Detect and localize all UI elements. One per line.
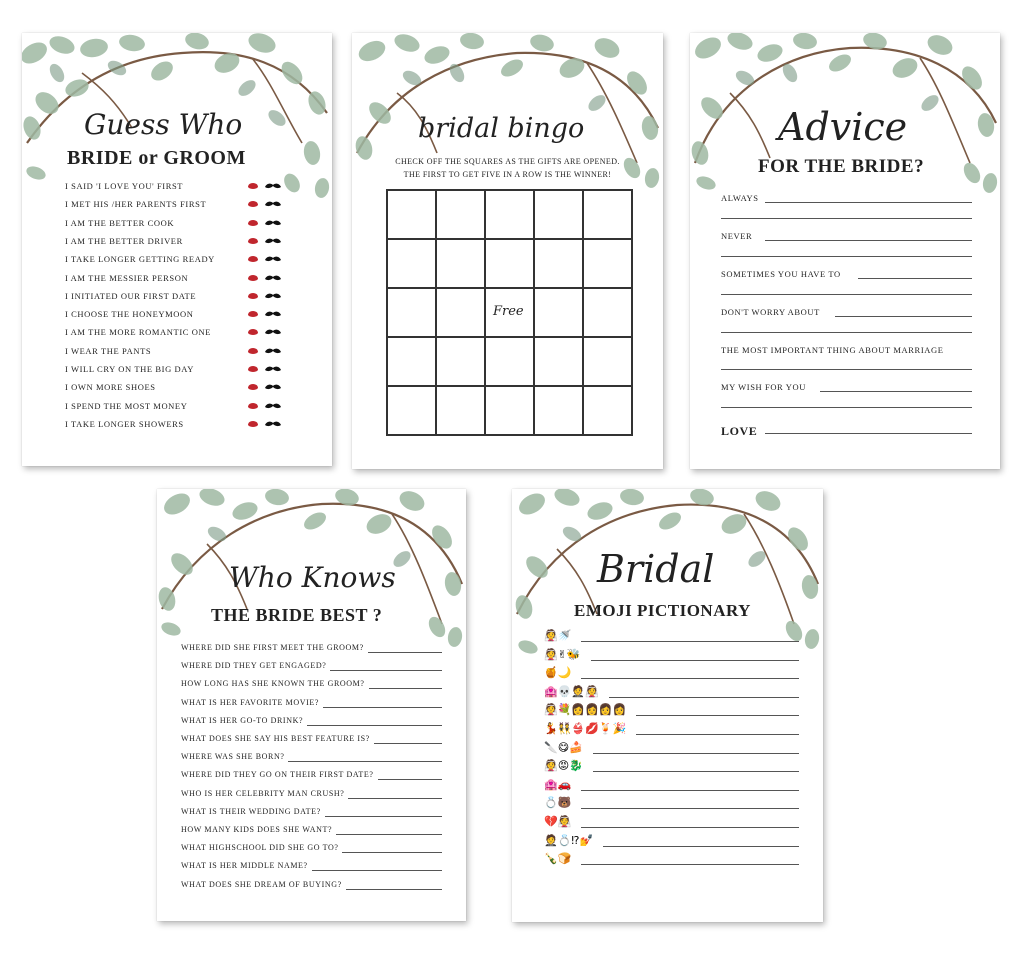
who-knows-question: WHERE DID THEY GO ON THEIR FIRST DATE? <box>181 770 374 780</box>
lips-icon[interactable] <box>248 293 258 299</box>
emoji-clue-row <box>544 703 799 719</box>
emoji-answer-line[interactable] <box>581 827 799 828</box>
bingo-square[interactable] <box>436 239 485 288</box>
emoji-clue-row <box>544 796 799 812</box>
emoji-clue-row <box>544 722 799 738</box>
guess-who-item-label: I SAID 'I LOVE YOU' FIRST <box>65 181 184 191</box>
guess-who-item <box>65 254 320 268</box>
mustache-icon[interactable] <box>265 201 281 207</box>
bingo-square[interactable] <box>485 386 534 435</box>
who-knows-answer-line[interactable] <box>325 816 442 817</box>
who-knows-question: HOW MANY KIDS DOES SHE WANT? <box>181 825 333 834</box>
who-knows-question: WHAT DOES SHE DREAM OF BUYING? <box>181 879 342 889</box>
guess-who-item-label: I TAKE LONGER GETTING READY <box>65 254 215 265</box>
advice-prompt: NEVER <box>721 231 753 241</box>
who-knows-answer-line[interactable] <box>378 779 442 780</box>
guess-who-item-label: I MET HIS /HER PARENTS FIRST <box>65 199 207 210</box>
mustache-icon[interactable] <box>265 256 281 262</box>
guess-who-item <box>65 309 320 323</box>
bingo-square[interactable] <box>387 288 436 337</box>
mustache-icon[interactable] <box>265 275 281 281</box>
guess-who-item <box>65 218 320 232</box>
guess-who-item <box>65 382 320 396</box>
who-knows-answer-line[interactable] <box>369 688 442 689</box>
advice-prompt: SOMETIMES YOU HAVE TO <box>721 269 841 279</box>
emoji-clue: 💃👯👙💋🍹🎉 <box>544 722 627 735</box>
mustache-icon[interactable] <box>265 238 281 244</box>
who-knows-answer-line[interactable] <box>288 761 442 762</box>
bingo-square[interactable] <box>387 190 436 239</box>
who-knows-answer-line[interactable] <box>348 798 442 799</box>
advice-answer-line[interactable] <box>721 332 972 333</box>
guess-who-item <box>65 401 320 415</box>
advice-prompt: ALWAYS <box>721 193 759 203</box>
guess-who-item <box>65 419 320 433</box>
emoji-clue: 🏩💀🤵👰 <box>544 684 599 698</box>
mustache-icon[interactable] <box>265 293 281 299</box>
emoji-clue: 👰😡🐉 <box>544 759 583 773</box>
who-knows-answer-line[interactable] <box>374 743 442 744</box>
guess-who-item-label: I TAKE LONGER SHOWERS <box>65 418 184 429</box>
lips-icon[interactable] <box>248 329 258 335</box>
who-knows-answer-line[interactable] <box>307 725 442 726</box>
lips-icon[interactable] <box>248 275 258 281</box>
advice-title: FOR THE BRIDE? <box>758 156 925 177</box>
emoji-clue-row <box>544 759 799 775</box>
advice-answer-line[interactable] <box>721 294 972 295</box>
advice-card <box>690 33 1000 469</box>
who-knows-question: WHAT IS HER FAVORITE MOVIE? <box>181 697 319 707</box>
lips-icon[interactable] <box>248 238 258 244</box>
bingo-square[interactable] <box>534 288 583 337</box>
bingo-square[interactable] <box>583 288 632 337</box>
bingo-square[interactable] <box>387 337 436 386</box>
who-knows-card <box>157 489 466 921</box>
advice-answer-line[interactable] <box>765 240 972 241</box>
mustache-icon[interactable] <box>265 384 281 390</box>
lips-icon[interactable] <box>248 220 258 226</box>
emoji-clue: 💍🐻 <box>544 796 572 810</box>
bingo-square[interactable] <box>436 337 485 386</box>
advice-answer-line[interactable] <box>835 316 972 317</box>
emoji-clue-row <box>544 741 799 757</box>
bingo-square[interactable] <box>436 190 485 239</box>
who-knows-answer-line[interactable] <box>312 870 442 871</box>
lips-icon[interactable] <box>248 311 258 317</box>
guess-who-item-label: I WEAR THE PANTS <box>65 345 152 356</box>
who-knows-question: WHERE DID SHE FIRST MEET THE GROOM? <box>181 643 364 652</box>
bingo-square[interactable] <box>583 190 632 239</box>
guess-who-item-label: I AM THE MORE ROMANTIC ONE <box>65 327 212 338</box>
who-knows-answer-line[interactable] <box>330 670 442 671</box>
lips-icon[interactable] <box>248 183 258 189</box>
bingo-card <box>352 33 663 469</box>
mustache-icon[interactable] <box>265 421 281 427</box>
mustache-icon[interactable] <box>265 183 281 189</box>
emoji-pictionary-card <box>512 489 823 922</box>
advice-script-title: Advice <box>778 105 908 149</box>
bingo-square[interactable] <box>534 337 583 386</box>
guess-who-item <box>65 346 320 360</box>
mustache-icon[interactable] <box>265 403 281 409</box>
advice-answer-line[interactable] <box>820 391 972 392</box>
guess-who-item-label: I WILL CRY ON THE BIG DAY <box>65 364 194 374</box>
who-knows-answer-line[interactable] <box>368 652 442 653</box>
guess-who-item-label: I AM THE BETTER COOK <box>65 217 175 228</box>
bingo-instructions-line2: THE FIRST TO GET FIVE IN A ROW IS THE WINNER! <box>403 170 612 179</box>
bingo-square[interactable] <box>583 386 632 435</box>
guess-who-item <box>65 236 320 250</box>
emoji-clue: 💔👰 <box>544 815 572 828</box>
advice-answer-line[interactable] <box>721 369 972 370</box>
guess-who-item-label: I INITIATED OUR FIRST DATE <box>65 290 197 301</box>
emoji-clue: 🤵💍⁉💅 <box>544 833 594 847</box>
advice-prompt: LOVE <box>721 424 758 438</box>
lips-icon[interactable] <box>248 384 258 390</box>
emoji-answer-line[interactable] <box>581 641 799 642</box>
emoji-clue: 👰✌🐝 <box>544 647 581 661</box>
mustache-icon[interactable] <box>265 366 281 372</box>
emoji-answer-line[interactable] <box>581 678 799 679</box>
guess-who-item <box>65 199 320 213</box>
emoji-clue-row <box>544 685 799 701</box>
emoji-answer-line[interactable] <box>581 790 799 791</box>
emoji-answer-line[interactable] <box>581 808 799 809</box>
emoji-answer-line[interactable] <box>636 715 799 716</box>
bingo-square[interactable] <box>485 337 534 386</box>
emoji-clue-row <box>544 629 799 645</box>
bingo-square[interactable] <box>534 190 583 239</box>
bingo-square[interactable] <box>436 288 485 337</box>
emoji-clue-row <box>544 852 799 868</box>
advice-answer-line[interactable] <box>721 407 972 408</box>
emoji-answer-line[interactable] <box>581 864 799 865</box>
advice-answer-line[interactable] <box>765 202 972 203</box>
who-knows-answer-line[interactable] <box>346 889 442 890</box>
emoji-clue: 🏩🚗 <box>544 777 572 791</box>
emoji-clue-row <box>544 815 799 831</box>
bingo-square[interactable] <box>485 190 534 239</box>
who-knows-question: WHERE WAS SHE BORN? <box>181 752 285 762</box>
mustache-icon[interactable] <box>265 329 281 335</box>
who-knows-question: WHAT HIGHSCHOOL DID SHE GO TO? <box>181 843 339 853</box>
lips-icon[interactable] <box>248 348 258 354</box>
advice-answer-line[interactable] <box>858 278 972 279</box>
emoji-answer-line[interactable] <box>609 697 799 698</box>
who-knows-script-title: Who Knows <box>229 561 396 594</box>
emoji-answer-line[interactable] <box>593 753 799 754</box>
who-knows-answer-line[interactable] <box>342 852 442 853</box>
emoji-clue: 👰🚿 <box>544 629 572 642</box>
emoji-clue-row <box>544 778 799 794</box>
guess-who-item-label: I CHOOSE THE HONEYMOON <box>65 309 194 320</box>
bingo-square[interactable] <box>534 239 583 288</box>
emoji-clue-row <box>544 834 799 850</box>
guess-who-title: BRIDE or GROOM <box>67 147 246 169</box>
who-knows-answer-line[interactable] <box>323 707 442 708</box>
advice-answer-line[interactable] <box>721 218 972 219</box>
lips-icon[interactable] <box>248 256 258 262</box>
who-knows-question: WHAT DOES SHE SAY HIS BEST FEATURE IS? <box>181 734 370 743</box>
emoji-answer-line[interactable] <box>591 660 799 661</box>
emoji-answer-line[interactable] <box>603 846 799 847</box>
emoji-clue-row <box>544 648 799 664</box>
emoji-clue-row <box>544 666 799 682</box>
bingo-square[interactable] <box>387 386 436 435</box>
emoji-answer-line[interactable] <box>636 734 799 735</box>
bingo-square[interactable] <box>436 386 485 435</box>
bingo-grid <box>386 189 633 436</box>
bingo-square[interactable] <box>485 288 534 337</box>
guess-who-card <box>22 33 332 466</box>
guess-who-item <box>65 273 320 287</box>
lips-icon[interactable] <box>248 403 258 409</box>
bingo-square[interactable] <box>534 386 583 435</box>
bingo-square[interactable] <box>387 239 436 288</box>
guess-who-item-label: I AM THE BETTER DRIVER <box>65 235 183 246</box>
who-knows-question: WHAT IS THEIR WEDDING DATE? <box>181 806 321 816</box>
advice-prompt: MY WISH FOR YOU <box>721 382 806 392</box>
guess-who-item-label: I AM THE MESSIER PERSON <box>65 272 189 283</box>
bingo-script-title: bridal bingo <box>418 113 585 144</box>
lips-icon[interactable] <box>248 201 258 207</box>
who-knows-question: HOW LONG HAS SHE KNOWN THE GROOM? <box>181 679 365 689</box>
emoji-clue: 🍾🍞 <box>544 852 572 866</box>
mustache-icon[interactable] <box>265 220 281 226</box>
who-knows-question: WHAT IS HER MIDDLE NAME? <box>181 861 308 871</box>
advice-answer-line[interactable] <box>765 433 972 434</box>
emoji-title: EMOJI PICTIONARY <box>574 601 751 620</box>
emoji-clue: 🔪😋🍰 <box>544 740 583 754</box>
mustache-icon[interactable] <box>265 311 281 317</box>
lips-icon[interactable] <box>248 421 258 427</box>
guess-who-item <box>65 327 320 341</box>
bingo-instructions <box>372 155 643 181</box>
guess-who-item-label: I SPEND THE MOST MONEY <box>65 400 188 411</box>
advice-prompt: DON'T WORRY ABOUT <box>721 307 820 317</box>
guess-who-item <box>65 364 320 378</box>
guess-who-item <box>65 291 320 305</box>
bingo-square[interactable] <box>583 239 632 288</box>
bingo-instructions-line1: CHECK OFF THE SQUARES AS THE GIFTS ARE OPENED. <box>395 157 620 166</box>
mustache-icon[interactable] <box>265 348 281 354</box>
bingo-free-label: Free <box>493 304 524 319</box>
emoji-answer-line[interactable] <box>593 771 799 772</box>
bingo-square[interactable] <box>583 337 632 386</box>
who-knows-question: WHO IS HER CELEBRITY MAN CRUSH? <box>181 788 345 798</box>
bingo-square[interactable] <box>485 239 534 288</box>
who-knows-answer-line[interactable] <box>336 834 442 835</box>
who-knows-question: WHERE DID THEY GET ENGAGED? <box>181 661 327 671</box>
emoji-script-title: Bridal <box>597 547 715 591</box>
lips-icon[interactable] <box>248 366 258 372</box>
who-knows-title: THE BRIDE BEST ? <box>211 605 383 625</box>
emoji-clue: 👰💐👩👩👩👩 <box>544 703 627 717</box>
advice-answer-line[interactable] <box>721 256 972 257</box>
advice-prompt: THE MOST IMPORTANT THING ABOUT MARRIAGE <box>721 345 944 355</box>
guess-who-item <box>65 181 320 195</box>
guess-who-script-title: Guess Who <box>84 108 243 141</box>
emoji-clue: 🍯🌙 <box>544 666 572 680</box>
who-knows-question: WHAT IS HER GO-TO DRINK? <box>181 715 304 725</box>
guess-who-item-label: I OWN MORE SHOES <box>65 382 156 393</box>
